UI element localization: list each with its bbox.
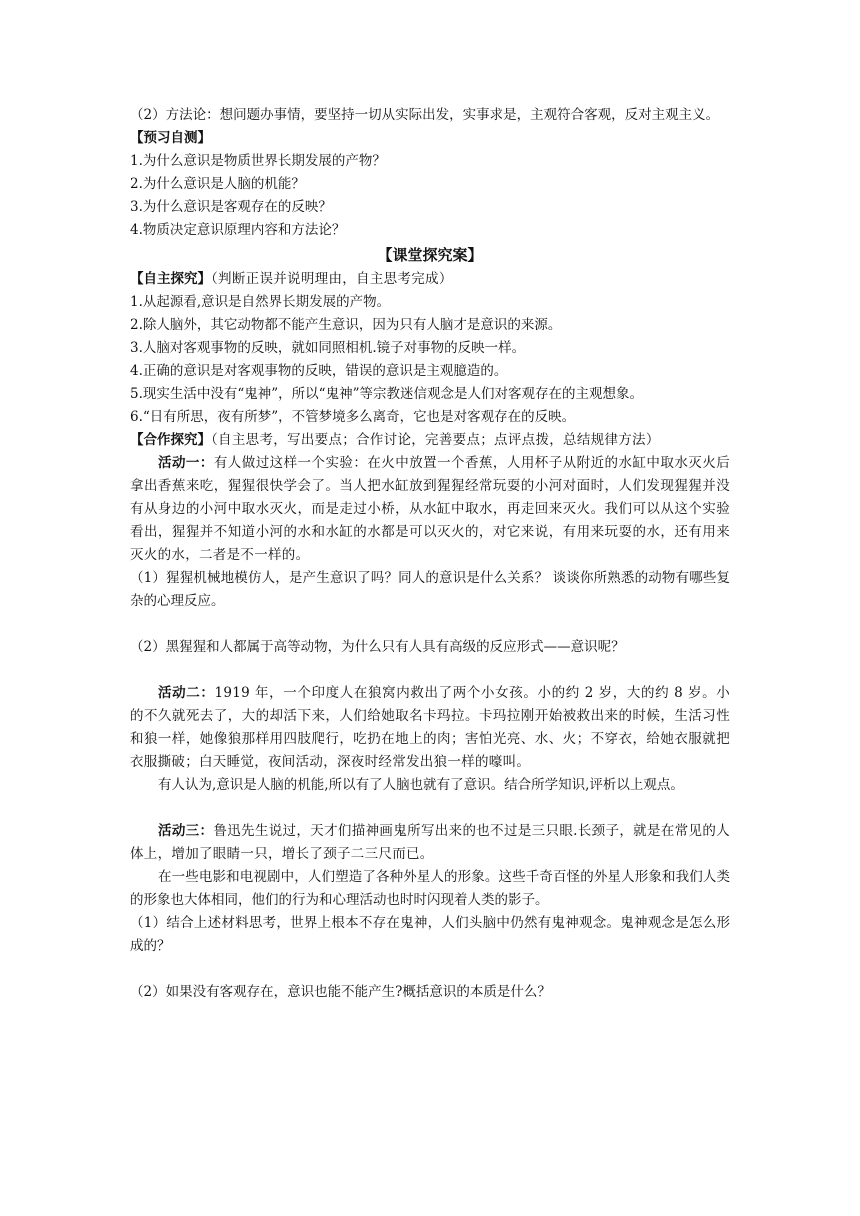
activity-one-question-2: （2）黑猩猩和人都属于高等动物，为什么只有人具有高级的反应形式——意识呢？ bbox=[130, 639, 625, 655]
answer-space bbox=[130, 797, 730, 820]
activity-three-text: 鲁迅先生说过，天才们描神画鬼所写出来的也不过是三只眼.长颈子，就是在常见的人体上，增加了眼睛一只，增长了颈子二三尺而已。 bbox=[130, 823, 730, 862]
activity-one-text: 有人做过这样一个实验：在火中放置一个香蕉，人用杯子从附近的水缸中取水灭火后拿出香蕉来吃，猩猩很快学会了。当人把水缸放到猩猩经常玩耍的小河对面时，人们发现猩猩并没有从身边的小河中取水灭火，而是走过小桥，从水缸中取水，再走回来灭火。我们可以从这个实验看出，猩猩并不知道小河的水和水缸的水都是可以灭火的，对它来说，有用来玩耍的水，还有用来灭火的水，二者是不一样的。 bbox=[130, 455, 730, 563]
self-item: 2.除人脑外，其它动物都不能产生意识，因为只有人脑才是意识的来源。 bbox=[130, 317, 562, 333]
cooperative-exploration-heading: 【合作探究】 bbox=[130, 432, 211, 448]
activity-three-question-1: （1）结合上述材料思考，世界上根本不存在鬼神，人们头脑中仍然有鬼神观念。鬼神观念是怎么形成的？ bbox=[130, 915, 730, 954]
activity-two-text: 1919 年，一个印度人在狼窝内救出了两个小女孩。小的约 2 岁，大的约 8 岁。小的不久就死去了，大的却活下来，人们给她取名卡玛拉。卡玛拉刚开始被救出来的时候，生活习性和狼一样，她像狼那样用四肢爬行，吃扔在地上的肉；害怕光亮、水、火；不穿衣，给她衣服就把衣服撕破；白天睡觉，夜间活动，深夜时经常发出狼一样的嚎叫。 bbox=[130, 685, 731, 770]
activity-two-paragraph bbox=[130, 682, 730, 774]
preview-item: 2.为什么意识是人脑的机能？ bbox=[130, 176, 305, 192]
preview-item: 3.为什么意识是客观存在的反映？ bbox=[130, 199, 332, 215]
self-exploration-line bbox=[130, 268, 730, 291]
self-exploration-note: （判断正误并说明理由，自主思考完成） bbox=[211, 271, 453, 287]
activity-three-paragraph-2: 在一些电影和电视剧中，人们塑造了各种外星人的形象。这些千奇百怪的外星人形象和我们人类的形象也大体相同，他们的行为和心理活动也时时闪现着人类的影子。 bbox=[130, 869, 730, 908]
preview-item: 1.为什么意识是物质世界长期发展的产物？ bbox=[130, 153, 386, 169]
methodology-paragraph: （2）方法论：想问题办事情，要坚持一切从实际出发，实事求是，主观符合客观，反对主观主义。 bbox=[130, 107, 720, 123]
self-item: 6.“日有所思，夜有所梦”，不管梦境多么离奇，它也是对客观存在的反映。 bbox=[130, 409, 576, 425]
self-item: 5.现实生活中没有“鬼神”，所以“鬼神”等宗教迷信观念是人们对客观存在的主观想象。 bbox=[130, 386, 643, 402]
activity-one-paragraph bbox=[130, 452, 730, 567]
answer-space bbox=[130, 613, 730, 636]
cooperative-exploration-line bbox=[130, 429, 730, 452]
class-exploration-title: 【课堂探究案】 bbox=[377, 246, 483, 264]
preview-heading: 【预习自测】 bbox=[130, 130, 211, 146]
cooperative-exploration-note: （自主思考，写出要点；合作讨论，完善要点；点评点拨，总结规律方法） bbox=[211, 432, 660, 448]
activity-two-label: 活动二： bbox=[158, 685, 215, 701]
activity-three-label: 活动三： bbox=[158, 823, 214, 839]
answer-space bbox=[130, 958, 730, 981]
activity-three-question-2: （2）如果没有客观存在，意识也能不能产生?概括意识的本质是什么？ bbox=[130, 984, 551, 1000]
activity-one-label: 活动一： bbox=[158, 455, 214, 471]
activity-three-paragraph bbox=[130, 820, 730, 866]
activity-one-question-1: （1）猩猩机械地模仿人，是产生意识了吗？同人的意识是什么关系？ 谈谈你所熟悉的动物有哪些复杂的心理反应。 bbox=[130, 570, 730, 609]
document-page bbox=[130, 104, 730, 1004]
self-item: 1.从起源看,意识是自然界长期发展的产物。 bbox=[130, 294, 391, 310]
answer-space bbox=[130, 659, 730, 682]
self-item: 4.正确的意识是对客观事物的反映，错误的意识是主观臆造的。 bbox=[130, 363, 508, 379]
self-exploration-heading: 【自主探究】 bbox=[130, 271, 211, 287]
activity-two-question: 有人认为,意识是人脑的机能,所以有了人脑也就有了意识。结合所学知识,评析以上观点。 bbox=[158, 777, 684, 793]
self-item: 3.人脑对客观事物的反映，就如同照相机.镜子对事物的反映一样。 bbox=[130, 340, 526, 356]
preview-item: 4.物质决定意识原理内容和方法论？ bbox=[130, 222, 346, 238]
